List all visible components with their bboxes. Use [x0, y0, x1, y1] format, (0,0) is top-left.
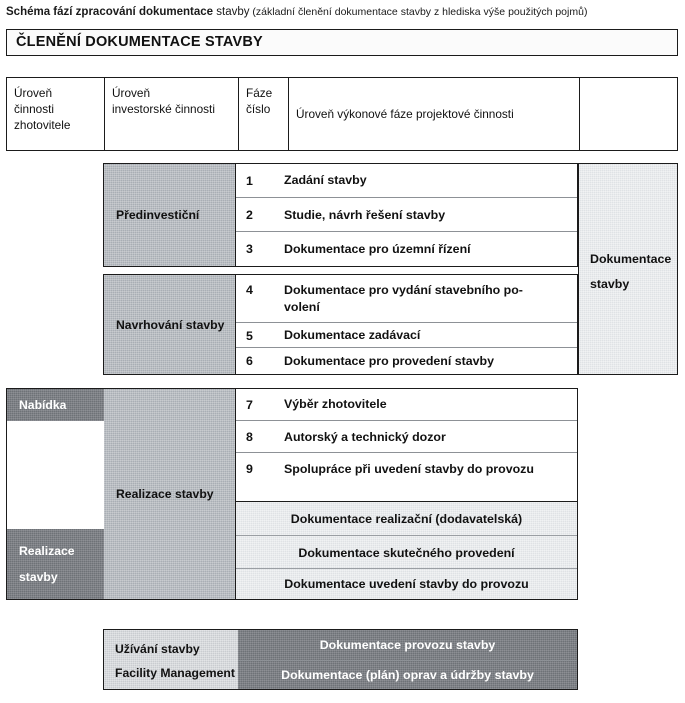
stage-block-realization: [6, 388, 578, 600]
document-row: Dokumentace realizační (dodavatelská): [290, 511, 523, 526]
table-header-row: [6, 77, 678, 151]
phase-row: [236, 164, 577, 197]
phase-text: [284, 275, 571, 322]
document-row: Dokumentace provozu stavby: [319, 638, 496, 652]
phase-number: 2: [246, 208, 253, 222]
document-row: Dokumentace (plán) oprav a údržby stavby: [238, 660, 577, 689]
phase-text: Dokumentace zadávací: [284, 328, 421, 342]
phase-number: 9: [246, 462, 253, 476]
figure-caption: [6, 5, 681, 20]
phase-number: 6: [246, 354, 253, 368]
phase-text: Studie, návrh řešení stavby: [284, 207, 446, 222]
caption-bold-part: Schéma fází zpracování dokumentace: [6, 6, 214, 18]
documentation-group-label: [579, 247, 679, 297]
phase-number: 4: [246, 283, 253, 297]
stage-label-design: Navrhování stavby: [104, 275, 235, 374]
phase-text-line-1: Dokumentace pro vydání stavebního po-: [284, 283, 523, 297]
phase-text: Zadání stavby: [284, 173, 367, 187]
phase-rows-realization: [235, 389, 577, 599]
header-line-2: činnosti: [14, 102, 54, 116]
header-cell-contractor-level: [7, 78, 118, 150]
phase-text: Autorský a technický dozor: [284, 429, 446, 444]
row-spacer: [236, 484, 577, 501]
phase-row: [236, 231, 577, 266]
document-rows-realization: [236, 501, 577, 599]
documentation-group-line-2: stavby: [590, 277, 630, 291]
caption-paren-part: (základní členění dokumentace stavby z hlediska výše použitých pojmů): [249, 6, 588, 18]
stage-label-operation-text: [115, 637, 235, 685]
stage-block-design: [103, 274, 578, 375]
diagram-title-bar: [6, 29, 678, 56]
phase-text-line-2: volení: [284, 300, 320, 314]
header-cell-investor-level: [104, 78, 253, 150]
phase-number: 5: [246, 328, 253, 343]
contractor-label-realization: [7, 529, 104, 599]
diagram-title: ČLENĚNÍ DOKUMENTACE STAVBY: [16, 34, 263, 50]
stage-label-line-1: Užívání stavby: [115, 642, 200, 656]
phase-row: [236, 275, 577, 322]
header-line-2: investorské činnosti: [112, 102, 215, 116]
phase-row: [236, 197, 577, 232]
stage-label-line-2: Facility Management: [115, 666, 235, 680]
phase-row: [236, 452, 577, 486]
phase-rows-preinvestment: [235, 164, 577, 266]
phase-text: Dokumentace pro územní řízení: [284, 241, 471, 256]
stage-label-operation: [104, 630, 238, 689]
document-row: Dokumentace uvedení stavby do provozu: [236, 568, 577, 599]
phase-text: Výběr zhotovitele: [284, 397, 387, 411]
phase-text: Spolupráce při uvedení stavby do provozu: [284, 461, 534, 476]
contractor-label-offer: Nabídka: [7, 389, 104, 421]
stage-label-realization: Realizace stavby: [104, 389, 235, 599]
header-line-1: Úroveň: [14, 86, 53, 100]
contractor-label-line-1: Realizace: [19, 544, 75, 558]
header-text: Úroveň výkonové fáze projektové činnosti: [296, 107, 514, 121]
contractor-label-line-2: stavby: [19, 570, 58, 584]
header-line-1: Fáze: [246, 86, 273, 100]
phase-number: 8: [246, 430, 253, 444]
document-rows-operation: [238, 630, 577, 689]
header-cell-documentation: [579, 78, 677, 150]
stage-block-preinvestment: [103, 163, 578, 267]
caption-normal-part: stavby: [213, 6, 250, 18]
header-line-2: číslo: [246, 102, 271, 116]
phase-row: [236, 420, 577, 453]
documentation-group-column: [578, 163, 678, 375]
phase-number: 1: [246, 173, 253, 188]
phase-row: [236, 347, 577, 374]
phase-text: Dokumentace pro provedení stavby: [284, 353, 495, 368]
header-cell-performance-phase: [288, 78, 594, 150]
phase-number: 3: [246, 242, 253, 256]
phase-number: 7: [246, 397, 253, 412]
phase-row: [236, 322, 577, 348]
header-line-1: Úroveň: [112, 86, 151, 100]
header-line-3: zhotovitele: [14, 118, 71, 132]
phase-row: [236, 389, 577, 420]
documentation-group-line-1: Dokumentace: [590, 252, 672, 266]
document-row: Dokumentace skutečného provedení: [236, 535, 577, 569]
phase-rows-design: [235, 275, 577, 374]
stage-block-operation: [103, 629, 578, 690]
stage-label-preinvestment: Předinvestiční: [104, 164, 235, 266]
